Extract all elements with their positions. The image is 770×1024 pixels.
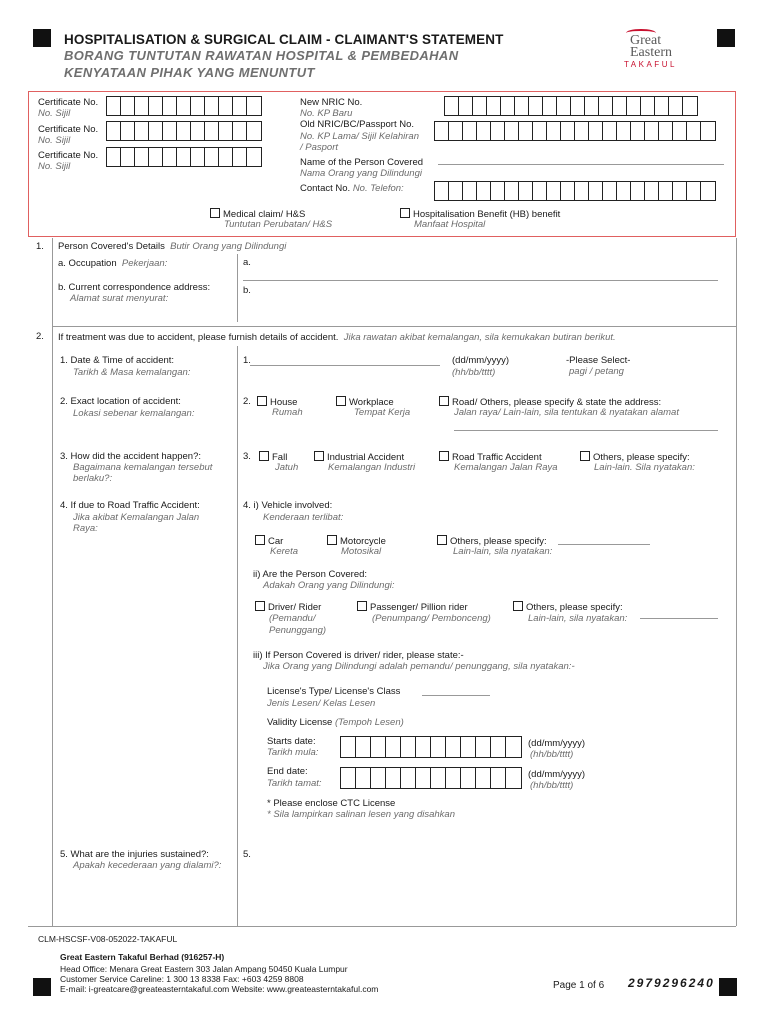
registration-mark-top-right <box>717 29 735 47</box>
registration-mark-bottom-left <box>33 978 51 996</box>
q5-label: 5. What are the injuries sustained?: <box>60 849 209 860</box>
location-workplace-checkbox[interactable] <box>336 396 346 406</box>
section2-title-text: If treatment was due to accident, please furnish details of accident. <box>58 332 339 343</box>
role-label: ii) Are the Person Covered: <box>253 569 368 580</box>
role-passenger-label-my: (Penumpang/ Pembonceng) <box>372 613 491 624</box>
q3-label-my-2: berlaku?: <box>73 473 113 484</box>
ctc-note-my: * Sila lampirkan salinan lesen yang disahkan <box>267 809 456 820</box>
cause-rta-label-my: Kemalangan Jalan Raya <box>454 462 558 473</box>
q1-label: 1. Date & Time of accident: <box>60 355 175 366</box>
role-others-input[interactable] <box>640 618 718 619</box>
cause-industrial-checkbox[interactable] <box>314 451 324 461</box>
registration-mark-bottom-right <box>719 978 737 996</box>
vehicle-car-checkbox[interactable] <box>255 535 265 545</box>
accident-date-format: (dd/mm/yyyy) <box>452 355 509 366</box>
old-nric-label-my-1: No. KP Lama/ Sijil Kelahiran <box>300 131 419 142</box>
hb-benefit-label-my: Manfaat Hospital <box>414 219 486 230</box>
role-others-label: Others, please specify: <box>526 602 623 613</box>
vehicle-others-label: Others, please specify: <box>450 536 547 547</box>
cert2-label: Certificate No. <box>38 124 99 135</box>
driver-details-label-my: Jika Orang yang Dilindungi adalah pemandu/ penunggang, sila nyatakan:- <box>263 661 575 672</box>
address-label-my: Alamat surat menyurat: <box>70 293 169 304</box>
occupation-answer-prefix: a. <box>243 257 251 268</box>
driver-details-label: iii) If Person Covered is driver/ rider, please state:- <box>253 650 464 661</box>
role-others-label-my: Lain-lain, sila nyatakan: <box>528 613 628 624</box>
nric-label-my: No. KP Baru <box>300 108 353 119</box>
cert3-label-my: No. Sijil <box>38 161 71 172</box>
form-subtitle-malay-2: KENYATAAN PIHAK YANG MENUNTUT <box>64 65 315 80</box>
cause-others-label-my: Lain-lain. Sila nyatakan: <box>594 462 695 473</box>
q2-answer-prefix: 2. <box>243 396 251 407</box>
section1-number: 1. <box>36 241 44 252</box>
address-label: b. Current correspondence address: <box>58 282 211 293</box>
section1-divider <box>237 254 238 322</box>
role-driver-label: Driver/ Rider <box>268 602 322 613</box>
contact-label <box>300 183 404 194</box>
table-right-border <box>736 238 737 926</box>
nric-input[interactable] <box>444 96 698 116</box>
occupation-input-line[interactable] <box>243 280 718 281</box>
am-pm-select[interactable]: -Please Select- <box>566 355 631 366</box>
role-others-checkbox[interactable] <box>513 601 523 611</box>
section1-title-my: Butir Orang yang Dilindungi <box>170 241 287 252</box>
start-date-input[interactable] <box>340 736 522 758</box>
company-logo <box>614 26 684 74</box>
cert3-input[interactable] <box>106 147 262 167</box>
license-type-input[interactable] <box>422 695 490 696</box>
contact-input[interactable] <box>434 181 716 201</box>
address-answer-prefix: b. <box>243 285 251 296</box>
cause-others-checkbox[interactable] <box>580 451 590 461</box>
role-driver-label-my-2: Penunggang) <box>269 625 327 636</box>
validity-label-text: Validity License <box>267 717 333 728</box>
cert2-label-my: No. Sijil <box>38 135 71 146</box>
end-date-format-my: (hh/bb/tttt) <box>530 780 574 791</box>
validity-label-my: (Tempoh Lesen) <box>334 717 404 728</box>
old-nric-label-my-2: / Pasport <box>300 142 339 153</box>
cause-fall-checkbox[interactable] <box>259 451 269 461</box>
medical-claim-label-my: Tuntutan Perubatan/ H&S <box>224 219 333 230</box>
occupation-label <box>58 258 167 269</box>
old-nric-label: Old NRIC/BC/Passport No. <box>300 119 415 130</box>
contact-email-website: E-mail: i-greatcare@greateasterntakaful.com Website: www.greateasterntakaful.com <box>60 984 379 994</box>
ctc-note: * Please enclose CTC License <box>267 798 396 809</box>
form-code: CLM-HSCSF-V08-052022-TAKAFUL <box>38 934 178 944</box>
vehicle-motorcycle-label: Motorcycle <box>340 536 386 547</box>
role-driver-label-my-1: (Pemandu/ <box>269 613 316 624</box>
vehicle-motorcycle-label-my: Motosikal <box>341 546 382 557</box>
medical-claim-checkbox[interactable] <box>210 208 220 218</box>
vehicle-others-label-my: Lain-lain, sila nyatakan: <box>453 546 553 557</box>
cause-rta-label: Road Traffic Accident <box>452 452 542 463</box>
section2-number: 2. <box>36 331 44 342</box>
nric-label: New NRIC No. <box>300 97 363 108</box>
form-title: HOSPITALISATION & SURGICAL CLAIM - CLAIMANT'S STATEMENT <box>64 32 504 47</box>
page-number: Page 1 of 6 <box>553 980 605 991</box>
section1-bottom <box>52 326 736 327</box>
location-workplace-label: Workplace <box>349 397 394 408</box>
license-type-label: License's Type/ License's Class <box>267 686 401 697</box>
q5-answer-prefix: 5. <box>243 849 251 860</box>
cause-industrial-label: Industrial Accident <box>327 452 405 463</box>
vehicle-involved-label-my: Kenderaan terlibat: <box>263 512 344 523</box>
vehicle-car-label: Car <box>268 536 284 547</box>
start-date-label-my: Tarikh mula: <box>267 747 319 758</box>
contact-label-text: Contact No. <box>300 183 351 194</box>
start-date-format: (dd/mm/yyyy) <box>528 738 585 749</box>
section2-divider <box>237 346 238 926</box>
registration-mark-top-left <box>33 29 51 47</box>
form-subtitle-malay-1: BORANG TUNTUTAN RAWATAN HOSPITAL & PEMBEDAHAN <box>64 48 459 63</box>
location-road-label-my: Jalan raya/ Lain-lain, sila tentukan & nyatakan alamat <box>454 407 679 418</box>
q4-label: 4. If due to Road Traffic Accident: <box>60 500 200 511</box>
logo-text-3: TAKAFUL <box>624 60 677 69</box>
cause-industrial-label-my: Kemalangan Industri <box>328 462 416 473</box>
table-bottom-border <box>28 926 736 927</box>
validity-label <box>267 717 404 728</box>
cert3-label: Certificate No. <box>38 150 99 161</box>
logo-text-1: Great <box>630 33 662 48</box>
cert1-input[interactable] <box>106 96 262 116</box>
end-date-format: (dd/mm/yyyy) <box>528 769 585 780</box>
name-label-my: Nama Orang yang Dilindungi <box>300 168 422 179</box>
vehicle-motorcycle-checkbox[interactable] <box>327 535 337 545</box>
occupation-label-my: Pekerjaan: <box>121 258 168 269</box>
location-house-label: House <box>270 397 298 408</box>
accident-date-input[interactable] <box>250 365 440 366</box>
old-nric-input[interactable] <box>434 121 716 141</box>
role-label-my: Adakah Orang yang Dilindungi: <box>263 580 395 591</box>
cause-fall-label: Fall <box>272 452 288 463</box>
careline: Customer Service Careline: 1 300 13 8338 Fax: +603 4259 8808 <box>60 974 304 984</box>
q5-label-my: Apakah kecederaan yang dialami?: <box>73 860 222 871</box>
cert2-input[interactable] <box>106 121 262 141</box>
role-driver-checkbox[interactable] <box>255 601 265 611</box>
vehicle-others-checkbox[interactable] <box>437 535 447 545</box>
occupation-label-text: a. Occupation <box>58 258 117 269</box>
cause-others-label: Others, please specify: <box>593 452 690 463</box>
start-date-label: Starts date: <box>267 736 316 747</box>
role-passenger-label: Passenger/ Pillion rider <box>370 602 468 613</box>
vehicle-others-input[interactable] <box>558 544 650 545</box>
accident-date-format-my: (hh/bb/tttt) <box>452 367 496 378</box>
q1-label-my: Tarikh & Masa kemalangan: <box>73 367 191 378</box>
contact-label-my: No. Telefon: <box>352 183 404 194</box>
section1-title <box>58 241 286 252</box>
name-input-line[interactable] <box>438 164 724 165</box>
cert1-label: Certificate No. <box>38 97 99 108</box>
location-road-label: Road/ Others, please specify & state the address: <box>452 397 662 408</box>
barcode-number: 2979296240 <box>628 976 715 990</box>
location-house-label-my: Rumah <box>272 407 303 418</box>
location-workplace-label-my: Tempat Kerja <box>354 407 411 418</box>
name-label: Name of the Person Covered <box>300 157 424 168</box>
medical-claim-label: Medical claim/ H&S <box>223 209 306 220</box>
role-passenger-checkbox[interactable] <box>357 601 367 611</box>
q4-label-my-2: Raya: <box>73 523 98 534</box>
company-name: Great Eastern Takaful Berhad (916257-H) <box>60 952 225 962</box>
section1-title-text: Person Covered's Details <box>58 241 165 252</box>
logo-text-2: Eastern <box>630 45 672 60</box>
role-passenger-option[interactable] <box>357 601 468 613</box>
table-left-border <box>52 238 53 926</box>
q2-label-my: Lokasi sebenar kemalangan: <box>73 408 195 419</box>
end-date-label-my: Tarikh tamat: <box>267 778 322 789</box>
role-others-option[interactable] <box>513 601 623 613</box>
am-pm-select-my: pagi / petang <box>569 366 624 377</box>
license-type-label-my: Jenis Lesen/ Kelas Lesen <box>267 698 376 709</box>
end-date-label: End date: <box>267 766 308 777</box>
q1-answer-prefix: 1. <box>243 355 251 366</box>
hb-benefit-checkbox[interactable] <box>400 208 410 218</box>
hb-benefit-label: Hospitalisation Benefit (HB) benefit <box>413 209 561 220</box>
q4-label-my-1: Jika akibat Kemalangan Jalan <box>73 512 200 523</box>
vehicle-car-label-my: Kereta <box>270 546 298 557</box>
role-driver-option[interactable] <box>255 601 321 613</box>
head-office: Head Office: Menara Great Eastern 303 Jalan Ampang 50450 Kuala Lumpur <box>60 964 348 974</box>
cause-fall-label-my: Jatuh <box>275 462 299 473</box>
vehicle-involved-label: 4. i) Vehicle involved: <box>243 500 333 511</box>
q2-label: 2. Exact location of accident: <box>60 396 181 407</box>
end-date-input[interactable] <box>340 767 522 789</box>
q3-label: 3. How did the accident happen?: <box>60 451 202 462</box>
section2-title-my: Jika rawatan akibat kemalangan, sila kemukakan butiran berikut. <box>343 332 616 343</box>
q3-label-my-1: Bagaimana kemalangan tersebut <box>73 462 213 473</box>
cause-rta-checkbox[interactable] <box>439 451 449 461</box>
location-road-checkbox[interactable] <box>439 396 449 406</box>
location-address-input[interactable] <box>454 430 718 431</box>
q3-answer-prefix: 3. <box>243 451 251 462</box>
location-house-checkbox[interactable] <box>257 396 267 406</box>
cert1-label-my: No. Sijil <box>38 108 71 119</box>
section2-title <box>58 332 616 343</box>
start-date-format-my: (hh/bb/tttt) <box>530 749 574 760</box>
